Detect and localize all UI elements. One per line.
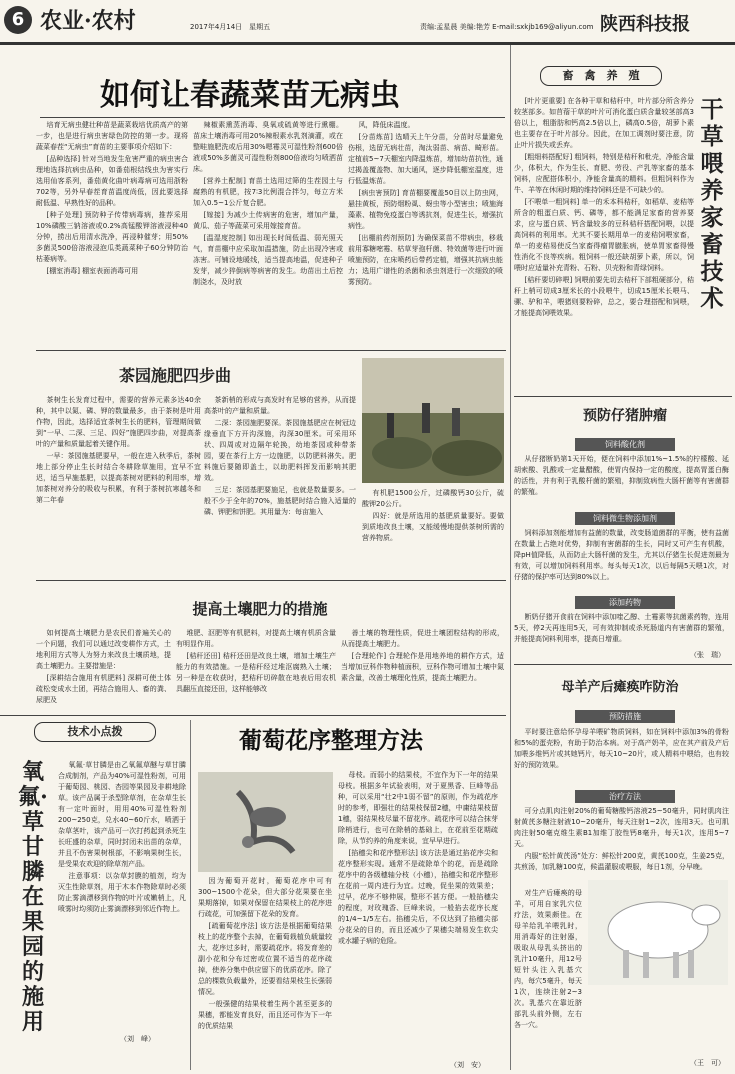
divider bbox=[0, 715, 506, 716]
paragraph: 注意事项：以杂草封膜的植剂，均为灭生性除草剂，用于木本作物除草时必须防止雾滴漂移到作物的叶片或嫩梢上，凡喷雾时均须防止雾滴漂移到邻近作物上。 bbox=[58, 872, 186, 913]
paragraph: 风，降低床温度。 bbox=[358, 121, 415, 129]
photo-illustration bbox=[362, 358, 504, 483]
paragraph: 堆肥、沤肥等有机肥料，对提高土壤有机质含量有明显作用。 bbox=[176, 629, 336, 648]
paragraph: [分苗炼苗] 选晴天上午分苗，分苗时尽量避免伤根，选留无病壮苗，淘汰弱苗、病苗、畸形苗。定植前5~7天棚室内降温炼苗，增加幼苗抗性，通过揭盖覆盖物、加大通风，逐步降低棚室温度，进行低温炼苗。 bbox=[348, 133, 503, 185]
sheep-photo bbox=[588, 880, 728, 985]
tea-garden-photo bbox=[362, 358, 504, 483]
paragraph: [温湿度控制] 如出现长时间低温、弱光照天气，育苗棚中应采取加温措施，防止出现冷害或冻害。可铺设地暖线，适当提高地温，促进种子发芽，减少猝倒病等病害的发生。幼苗出土后控制浇水，及时放 bbox=[193, 234, 343, 286]
paragraph: [种子处理] 预防种子传带病毒病，推荐采用10%磷酸三钠溶液或0.2%高锰酸钾溶液浸种40分钟，捞出后用清水洗净，再浸种催芽；用50%多菌灵500倍溶液浸泡瓜类蔬菜种子60分钟防治枯萎病等。 bbox=[36, 211, 188, 263]
paragraph: 因为葡萄开花时，葡萄花序中可有300~1500个花朵，但大部分花果要在坐果期落掉，如果对保留在结果枝上的花序进行疏花，可加强留下花朵的发育。 bbox=[198, 877, 332, 918]
section-title: 农业·农村 bbox=[40, 8, 136, 34]
issue-date: 2017年4月14日 星期五 bbox=[190, 23, 271, 31]
a4-title: 葡萄花序整理方法 bbox=[239, 727, 423, 754]
paragraph: 平时要注意给怀孕母羊喂矿物质饲料，如在饲料中添加3%的骨粉和5%的蛋壳粉，有助于防治本病。对于高产奶羊，应在其产前及产后加喂多维钙片或其她钙片，每天10~20片，或人精料中喂给，也有较好的预防效果。 bbox=[514, 728, 729, 769]
paragraph: [病虫害预防] 育苗棚要覆盖50目以上防虫网，悬挂黄板，预防烟粉虱、蚜虫等小型害虫；喷施海藻素、植物免疫蛋白等诱抗剂，促进生长，增强抗病性。 bbox=[348, 189, 503, 230]
paragraph: [秸秆还田] 秸秆还田是改良土壤，增加土壤生产能力的有效措施。一是秸秆经过堆沤腐熟入土壤；另一种是在收获时，把秸秆切碎散在地表后用农机具翻压直接还田，这样能够改 bbox=[176, 652, 336, 693]
a5-author: （刘 峰） bbox=[120, 1035, 155, 1043]
a6-banner: 畜 禽 养 殖 bbox=[540, 66, 662, 86]
paragraph: 二深：茶园施肥要深。茶园施基肥应在树冠边缘垂直下方开沟深施，沟深30厘米。可采用环状、四周或对边隔年轮换，幼地茶园或种带茶园，要在茶行上方一边施肥，以防肥料淋失。肥料施后要随即盖土，以助肥料挥发而影响其肥效。 bbox=[204, 419, 356, 482]
a8-para-4 bbox=[514, 888, 582, 1029]
paragraph: [品种选择] 针对当地发生危害严重的病虫害合理地选择抗病虫品种，如番茄根结线虫为害实行选用仙客系列，番茄黄化曲叶病毒病可选用浙粉702等，另外早春茬育苗温度尚低，因此要选择耐低温、早熟性好的品种。 bbox=[36, 155, 188, 207]
a2-title: 茶园施肥四步曲 bbox=[118, 366, 231, 385]
paragraph: 四好：就是所选用的基肥质量要好。要做到质地改良土壤，又能缓慢地提供茶树所需的营养物质。 bbox=[362, 512, 504, 542]
paragraph: [粗细料搭配好] 粗饲料，特别是秸秆和秕壳，净能含量少，体积大，作为生长、育肥、劳役、产乳等家畜的基本饲料，应配搭体积小，净能含量高的精料。但粗饲料作为牛、羊等在休闲时期的维持饲料还是不可缺少的。 bbox=[514, 153, 694, 194]
paragraph: [秸秆要切碎喂] 饲喂前要先切去秸秆下部粗硬部分，秸秆上梢可切成3厘米长的小段喂牛，切成15厘米长喂马、骡、驴和羊，喂猪则要粉碎，总之，要合理搭配和饲喂，才能提高饲喂效果。 bbox=[514, 276, 694, 317]
photo-illustration bbox=[198, 772, 333, 872]
paragraph: 如何提高土壤肥力是农民们普遍关心的一个问题，我们可以通过改变耕作方式，土地利用方式等人为努力来改良土壤质地，提高土壤肥力。主要措施是： bbox=[36, 629, 171, 670]
page-number: 6 bbox=[4, 6, 32, 34]
a6-body bbox=[514, 96, 694, 391]
a7-subhead-2: 饲料微生物添加剂 bbox=[575, 512, 675, 525]
a3-col2 bbox=[176, 628, 336, 718]
a7-author: （张 瑞） bbox=[690, 651, 725, 659]
a8-author: （王 可） bbox=[690, 1059, 725, 1067]
divider bbox=[514, 396, 732, 397]
paragraph: [疏葡萄花序法] 该方法是根据葡萄结果枝上的花序整个去掉，在葡萄栽植负载量较大，花序过多时，需要疏花序。将发育差的副小花和分布过密或位置不适当的花序疏掉，使养分集中供应留下的优质花序。除了总的棵数负载量外，还要看结果枝生长强弱情况。 bbox=[198, 922, 332, 996]
paragraph: 茶树生长发育过程中，需要的营养元素多达40余种，其中以氮、磷、钾的数量最多，由于茶树是叶用作物，因此，选择适宜茶树生长的肥料，管理期间做到“一早、二深、三足、四好”施肥四步曲，对提高茶叶的产量和质量起着关键作用。 bbox=[36, 396, 201, 448]
paragraph: 从仔猪断奶第1天开始，便在饲料中添加1%~1.5%的柠檬酸、延胡索酸、乳酸或一定量醋酸，使胃内保持一定的酸度，提高胃蛋白酶的活性，并有利于乳酸杆菌的繁殖，抑制致病性大肠杆菌等有害菌群的繁殖。 bbox=[514, 455, 729, 496]
a4-author: （刘 安） bbox=[450, 1061, 485, 1069]
page-header bbox=[0, 0, 735, 45]
a4-col2 bbox=[338, 770, 498, 1055]
paragraph: [出棚前药剂预防] 为确保菜苗不带病虫，移栽前用寡糖嘧霉、枯草芽孢杆菌、特效菌等进行叶面喷施预防，在床喷药后带药定植，增强其抗病虫能力；选用广谱性的杀菌和杀虫剂进行一次细致的喷雾预防。 bbox=[348, 234, 503, 286]
paragraph: 有机肥1500公斤，过磷酸钙30公斤，硫酸钾20公斤。 bbox=[362, 489, 504, 508]
paragraph: [合理轮作] 合理轮作是用地养地的耕作方式，适当增加豆科作物种植面积，豆科作物可增加土壤中氮素含量，改善土壤理化性质，提高土壤肥力。 bbox=[341, 652, 504, 682]
a8-para-2 bbox=[514, 806, 729, 886]
a7-title: 预防仔猪肿瘤 bbox=[583, 408, 667, 424]
a8-subhead-2: 治疗方法 bbox=[575, 790, 675, 803]
paragraph: 内服“松针黄芪汤”处方：鲜松针200克，黄芪100克，生姜25克，共煎汤，加乳糖100克，候温灌服或喂服，每日1剂，分早晚。 bbox=[514, 852, 729, 871]
a2-col2 bbox=[204, 395, 356, 580]
a8-para-1 bbox=[514, 727, 729, 785]
paragraph: 辣椒素熏蒸消毒、臭氧或硫黄等进行熏棚。苗床土壤消毒可用20%辣根素水乳剂滴灌，或在整畦施肥洗或后用30%嗯霉灵可湿性粉剂600倍液或50%多菌灵可湿性粉剂800倍液均匀喷洒苗床。 bbox=[193, 121, 343, 173]
paragraph: [叶片更重要] 在各种干草和秸秆中，叶片部分所含养分较茎部多。如苜蓿干草的叶片可消化蛋白质含量较茎部高3倍以上，粗脂肪和钙高2.5倍以上，磷高0.5倍，胡萝卜素也主要存在于叶片部分。因此，在加工调剂时要注意，防止叶片损失或丢弃。 bbox=[514, 97, 694, 149]
sheep-illustration bbox=[588, 880, 728, 985]
column-divider bbox=[510, 45, 511, 1070]
paragraph: 母枝。而弱小的结果枝，不宜作为下一年的结果母枝。根据多年试验表明，对于夏黑香、巨峰等品种，可以采用“壮2中1弱不留”的原则，作为疏花序时的参考，即强壮的结果枝保留2穗，中庸结果枝留1穗，弱结果枝尽量不留花序。疏花序可以结合抹芽除梢进行，也可在除梢的基础上，在花前至花期疏除，从节约养的角度来说，宜早早进行。 bbox=[338, 771, 498, 845]
a6-title: 干草喂养家畜技术 bbox=[700, 96, 724, 312]
a7-subhead-1: 饲料酸化剂 bbox=[575, 438, 675, 451]
newspaper-name: 陕西科技报 bbox=[600, 14, 690, 35]
paragraph: 一般强健的结果枝着生两个甚至更多的果穗，都能发育良好，而且还可作为下一年的优质结果 bbox=[198, 1000, 332, 1030]
a3-col3 bbox=[341, 628, 504, 718]
paragraph: [掐穗尖和花序整形法] 该方法是通过掐花序尖和花序整形实现。通常不是疏除单个的花，而是疏除花序中的各级穗轴分枝（小穗），掐穗尖和花序整形在花前一周内进行为宜。过晚，促坐果的效果差；过早，花序不够伸展，整形不甚方便。一般掐穗尖的程度，对玫瑰香、巨峰来说，一般掐去花序长度的1/4~1/5左右。掐穗尖后，不仅达到了掐穗尖部分花朵的目的，而且还减少了果穗尖端易发生软尖或水罐子病的危险。 bbox=[338, 849, 498, 945]
a3-col1 bbox=[36, 628, 171, 718]
a7-para-1 bbox=[514, 454, 729, 512]
paragraph: 氧氟·草甘膦是由乙氧氟草醚与草甘膦合成制剂，产品为40%可湿性粉剂，可用于葡萄园、桃园、杏园等果园及非耕地除草。该产品属于杀型除草剂，在杂草生长有一定叶面时，用用40%可湿性粉剂200~250克，兑水40~60斤水，喷洒于杂草茎叶，该产品可一次打药起到杀死生长旺盛的杂草，同时封闭未出苗的杂草，并且不伤害果树根部，不影响果树生长，是受果农欢迎的除草剂产品。 bbox=[58, 761, 186, 868]
a8-title: 母羊产后瘫痪咋防治 bbox=[561, 680, 679, 695]
divider bbox=[36, 580, 506, 581]
paragraph: 三足：茶园基肥要施足，也就是数量要多。一般不少于全年的70%，施基肥时结合施入适量的磷、钾肥和饼肥。其用量为：每亩施入 bbox=[204, 486, 356, 516]
divider bbox=[40, 117, 505, 118]
divider bbox=[514, 664, 732, 665]
a3-title: 提高土壤肥力的措施 bbox=[192, 600, 328, 618]
paragraph: 断奶仔猪开食前在饲料中添加喹乙醇、土霉素等抗菌素药物，连用5天，停2天再连用5天，可有效抑制或杀死肠道内有害菌群的繁殖，并能提高饲料利用率，提高日增重。 bbox=[514, 613, 729, 643]
paragraph: 一早：茶园施基肥要早，一般在进入秋季后，茶树地上部分停止生长时结合冬耕除草施用，宜早不宜迟，适当早施基肥，以提高茶树对肥料的利用率，增加茶树对养分的吸收与积累，有利于茶树抗寒越冬和第二年春 bbox=[36, 452, 201, 504]
divider bbox=[36, 350, 506, 351]
paragraph: [深耕结合施用有机肥料] 深耕可使土体疏松变成水土团，再结合施用人、畜的粪、尿肥及 bbox=[36, 674, 171, 704]
paragraph: [营养土配制] 育苗土选用过筛的生茬园土与腐熟的有机肥，按7∶3比例混合拌匀，每立方米加入0.5~1公斤复合肥。 bbox=[193, 177, 343, 207]
paragraph: 茶新梢的形成与高发时有足够的营养，从而提高茶叶的产量和质量。 bbox=[204, 396, 356, 415]
paragraph: 培育无病虫健壮种苗是蔬菜栽培优质高产的第一步，也是进行病虫害绿色防控的第一步。现将蔬菜春茬“无病虫”育苗的主要事项介绍如下： bbox=[36, 121, 188, 151]
a1-col3 bbox=[348, 120, 503, 345]
a5-title: 氧氟·草甘膦在果园的施用 bbox=[18, 759, 48, 1035]
a2-col3 bbox=[362, 488, 504, 578]
a1-col2 bbox=[193, 120, 343, 345]
paragraph: 饲料添加剂能增加有益菌的数量，改变肠道菌群的平衡，使有益菌在数量上占绝对优势，抑制有害菌群的生长，同时又可产生有机酸，降pH值降低，从而防止大肠杆菌的发生，尤其以仔猪生长促进剂最为有效，可以增加饲料利用率。每头每天1次，以后每隔5天喂1次，对仔猪的保护率可达到80%以上。 bbox=[514, 529, 729, 581]
a4-col1 bbox=[198, 876, 332, 1066]
paragraph: [不喂单一粗饲料] 单一的禾本科秸秆，如稻草、麦秸等所含的粗蛋白质、钙、磷等，都不能满足家畜的营养要求，应与蛋白质、钙含量较多的豆科秸秆搭配饲喂，以提高饲料的利用率。尤其不要长期用单一的麦秸饲喂家畜，单一的麦秸易使反刍家畜得瘤胃臌胀病，使单胃家畜得慢性消化不良等疾病。粗饲料一般还缺胡萝卜素，所以，饲喂时应适量补充青粉、石粉、贝壳粉和青绿饲料。 bbox=[514, 198, 694, 272]
paragraph: [棚室消毒] 棚室表面消毒可用 bbox=[46, 267, 139, 275]
a1-col1 bbox=[36, 120, 188, 345]
paragraph: 善土壤的物理性质，促进土壤团粒结构的形成，从而提高土壤肥力。 bbox=[341, 629, 504, 648]
editor-credits: 责编:孟星晨 美编:艳芳 E-mail:sxkjb169@aliyun.com bbox=[420, 23, 594, 31]
a1-title: 如何让春蔬菜苗无病虫 bbox=[100, 78, 400, 113]
column-divider bbox=[190, 720, 191, 1070]
paragraph: 对生产后瘫痪的母羊，可用自家乳穴位疗法，效果颇佳。在母羊给乳羊喂乳时，用消毒好的注射器，吸取从母乳头挤出的乳汁10毫升，用12号短针头注入乳基穴内，每穴5毫升，每天1次，连续注射2~3次。乳基穴在靠近脐部乳头前外侧，左右各一穴。 bbox=[514, 889, 582, 1029]
a5-banner: 技术小点拨 bbox=[34, 722, 156, 742]
a7-subhead-3: 添加药物 bbox=[575, 596, 675, 609]
paragraph: [嫁接] 为减少土传病害的危害，增加产量，黄瓜、茄子等蔬菜可采用嫁接育苗。 bbox=[193, 211, 343, 230]
paragraph: 可分点肌肉注射20%的葡萄糖酸钙溶液25~50毫升，同时肌肉注射黄芪多糖注射液10~20毫升，每天注射1~2次，连用3天。也可肌肉注射50毫克维生素B1加维丁胶性钙8毫升，每天1次，连用5~7天。 bbox=[514, 807, 729, 848]
grape-photo bbox=[198, 772, 333, 872]
a2-col1 bbox=[36, 395, 201, 580]
a7-para-2 bbox=[514, 528, 729, 594]
a8-subhead-1: 预防措施 bbox=[575, 710, 675, 723]
a5-body bbox=[58, 760, 186, 1030]
